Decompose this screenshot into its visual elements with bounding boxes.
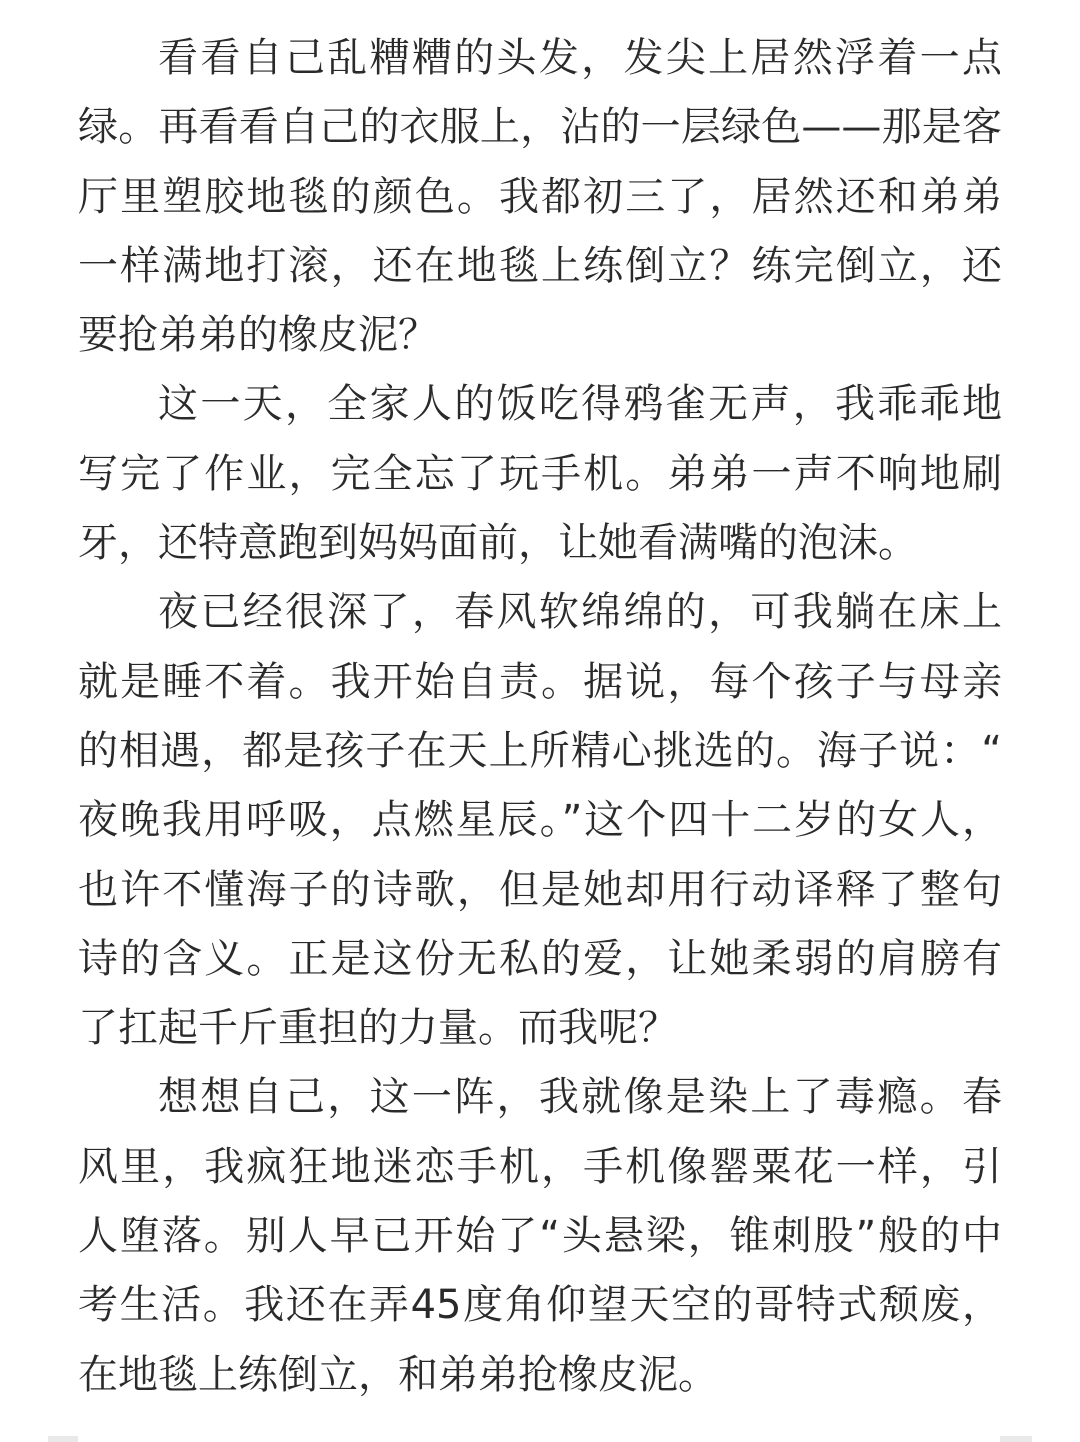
text-line: 一样满地打滚，还在地毯上练倒立？练完倒立，还: [78, 242, 1002, 289]
text-line: 厅里塑胶地毯的颜色。我都初三了，居然还和弟弟: [78, 173, 1002, 220]
text-line: 风里，我疯狂地迷恋手机，手机像罂粟花一样，引: [78, 1143, 1002, 1190]
text-line: 想想自己，这一阵，我就像是染上了毒瘾。春: [158, 1074, 1002, 1121]
text-line: 写完了作业，完全忘了玩手机。弟弟一声不响地刷: [78, 450, 1002, 497]
text-line: 夜晚我用呼吸，点燃星辰。”这个四十二岁的女人，: [78, 797, 1002, 844]
text-line: 考生活。我还在弄45度角仰望天空的哥特式颓废，: [78, 1282, 1002, 1329]
text-line: 就是睡不着。我开始自责。据说，每个孩子与母亲: [78, 658, 1002, 705]
text-line: 诗的含义。正是这份无私的爱，让她柔弱的肩膀有: [78, 935, 1002, 982]
page-edge-mark: [1000, 1436, 1032, 1442]
text-line: 牙，还特意跑到妈妈面前，让她看满嘴的泡沫。: [78, 520, 918, 567]
text-line: 的相遇，都是孩子在天上所精心挑选的。海子说：“: [78, 727, 1002, 774]
text-line: 夜已经很深了，春风软绵绵的，可我躺在床上: [158, 589, 1002, 636]
text-line: 了扛起千斤重担的力量。而我呢？: [78, 1005, 678, 1052]
text-line: 要抢弟弟的橡皮泥？: [78, 312, 438, 359]
text-line: 在地毯上练倒立，和弟弟抢橡皮泥。: [78, 1351, 718, 1398]
text-line: 绿。再看看自己的衣服上，沾的一层绿色——那是客: [78, 104, 1002, 151]
document-body: [78, 24, 1002, 1410]
text-line: 人堕落。别人早已开始了“头悬梁，锥刺股”般的中: [78, 1213, 1002, 1260]
page-edge-mark: [48, 1436, 78, 1442]
text-line: 也许不懂海子的诗歌，但是她却用行动译释了整句: [78, 866, 1002, 913]
text-line: 看看自己乱糟糟的头发，发尖上居然浮着一点: [158, 35, 1002, 81]
text-line: 这一天，全家人的饭吃得鸦雀无声，我乖乖地: [158, 381, 1002, 428]
